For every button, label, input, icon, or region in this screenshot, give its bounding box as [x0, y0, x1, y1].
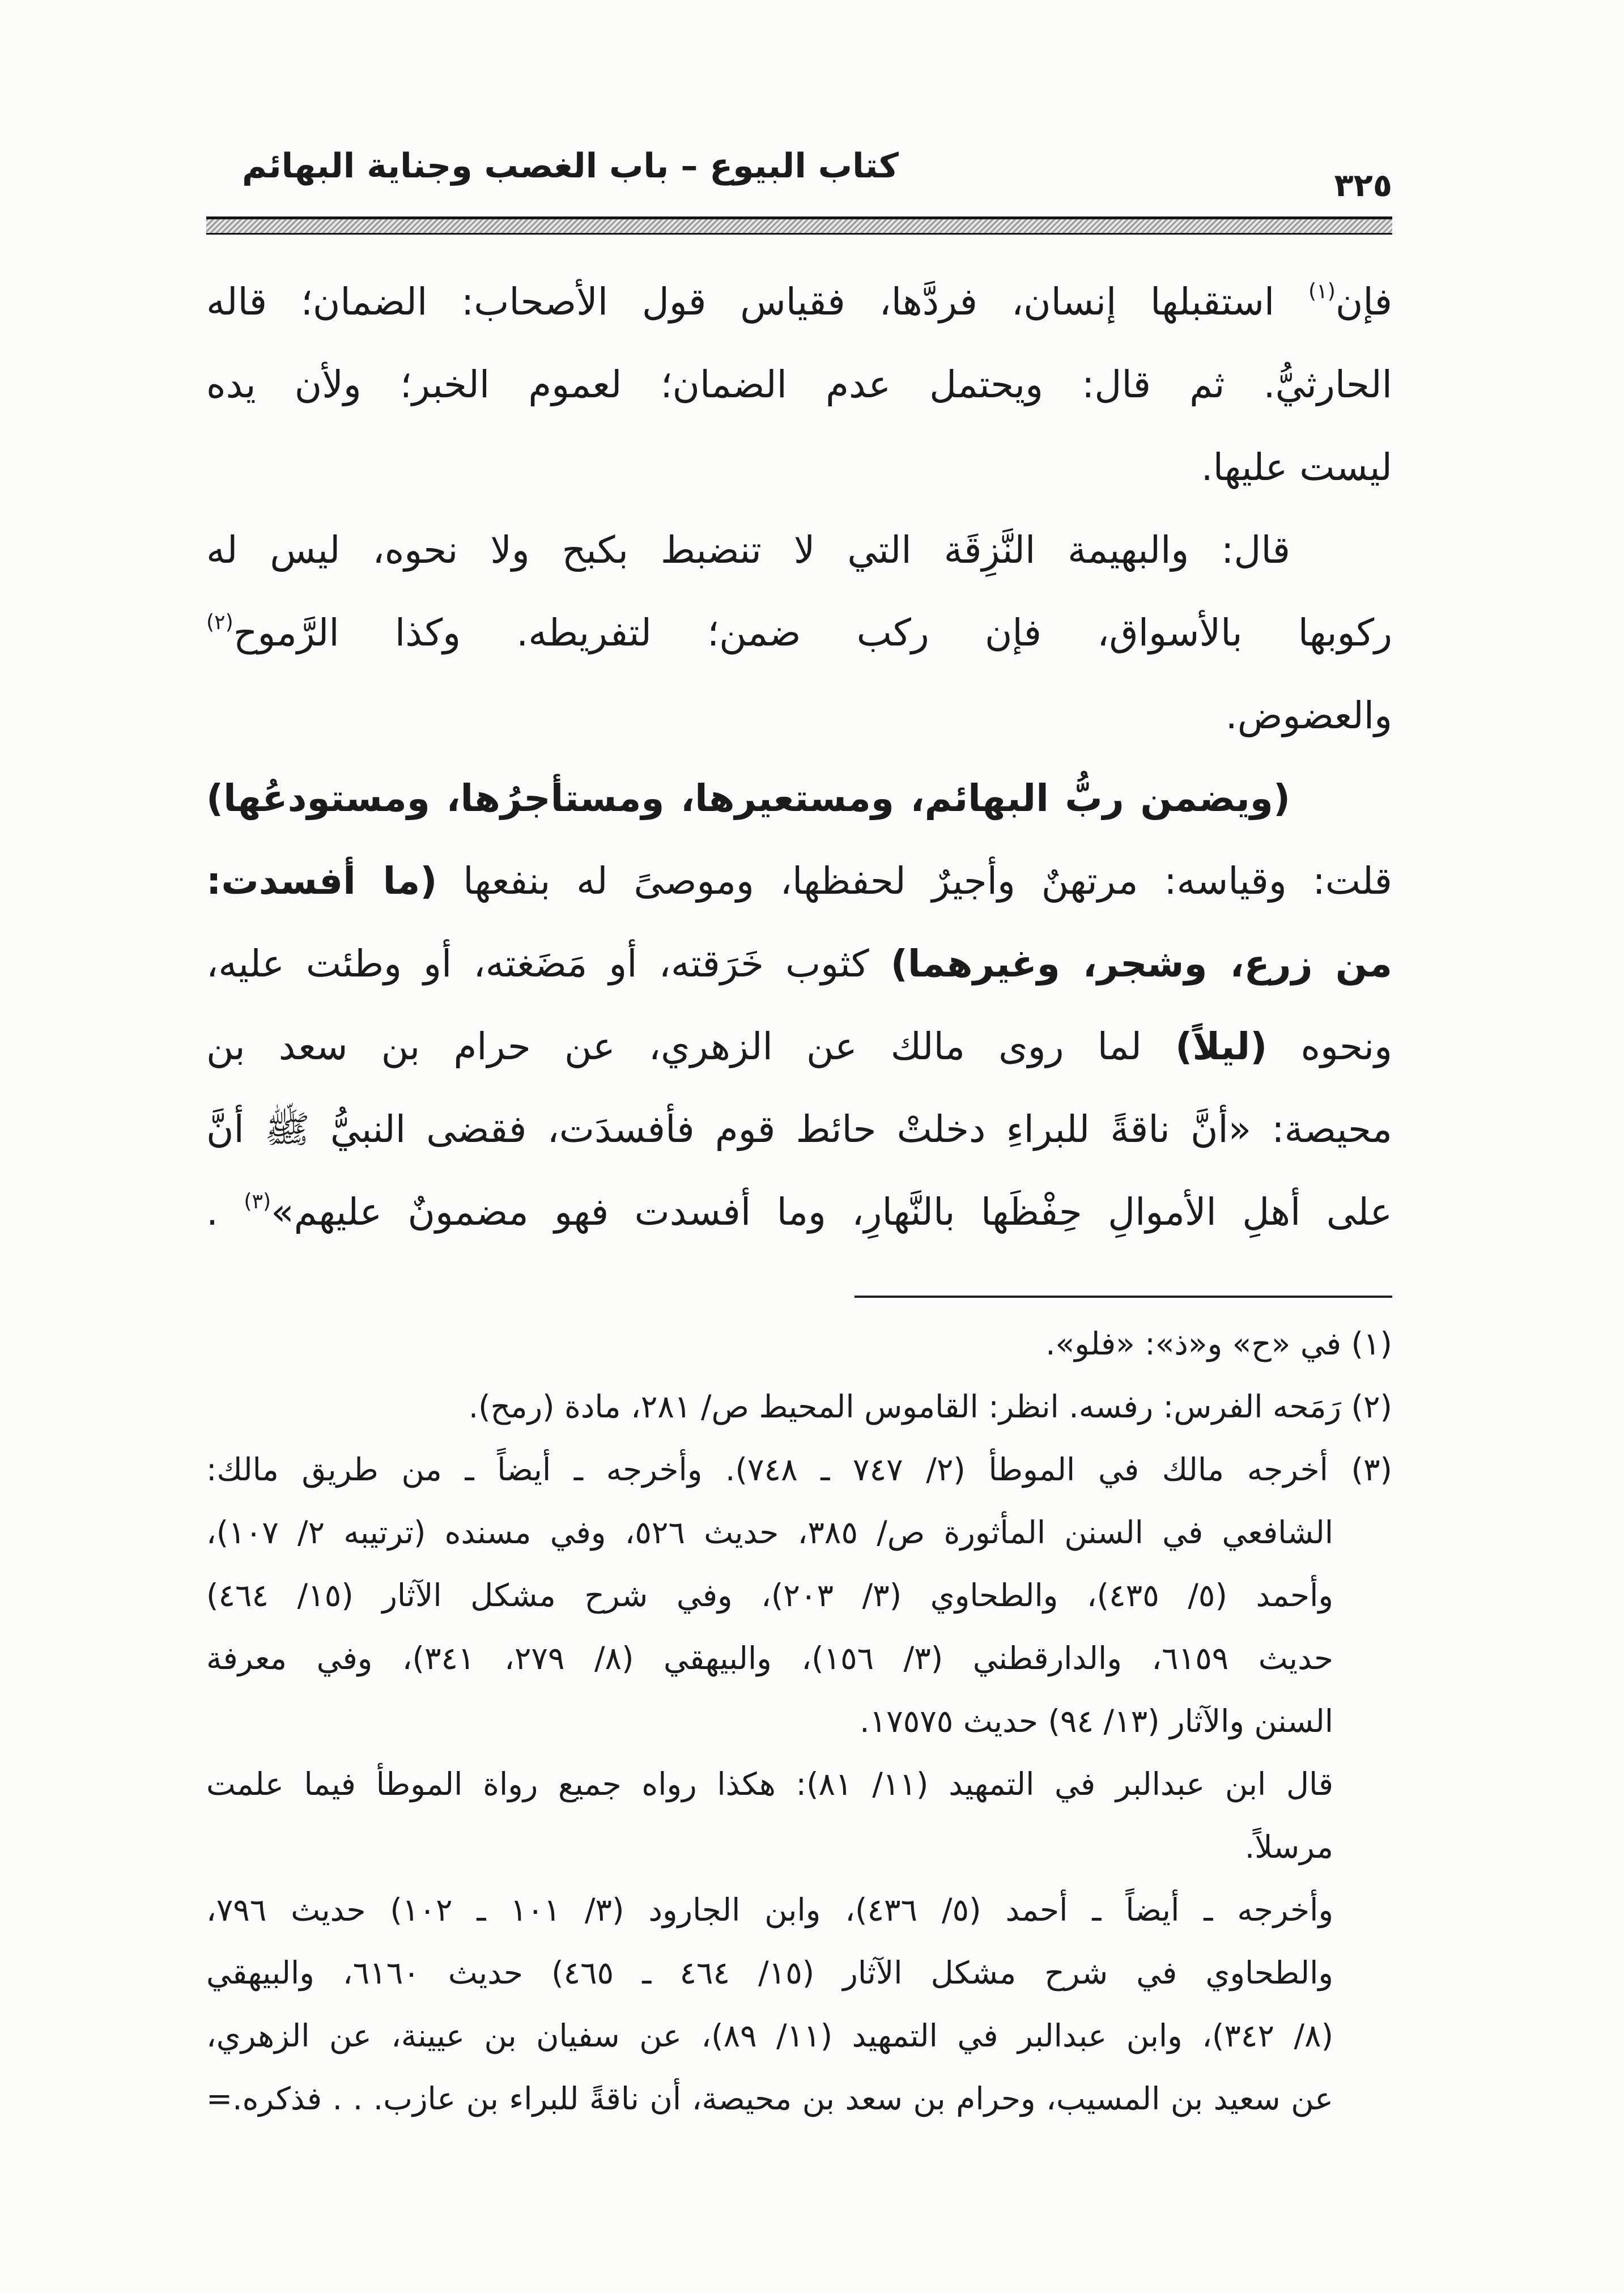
footnote-line: مرسلاً.	[1244, 1829, 1333, 1865]
footnote-line: وأخرجه ـ أيضاً ـ أحمد (٥/ ٤٣٦)، وابن الجارود (٣/ ١٠١ ـ ١٠٢) حديث ٧٩٦،	[206, 1892, 1333, 1928]
footnote-line: حديث ٦١٥٩، والدارقطني (٣/ ١٥٦)، والبيهقي (٨/ ٢٧٩، ٣٤١)، وفي معرفة	[206, 1640, 1333, 1676]
commentary-text: ونحوه	[1267, 1025, 1392, 1068]
footnote-line: الشافعي في السنن المأثورة ص/ ٣٨٥، حديث ٥٢٦، وفي مسنده (ترتيبه ٢/ ١٠٧)،	[206, 1514, 1334, 1551]
commentary-text: فإن	[1335, 280, 1392, 324]
footnote-line: قال ابن عبدالبر في التمهيد (١١/ ٨١): هكذا رواه جميع رواة الموطأ فيما علمت	[206, 1766, 1333, 1802]
commentary-text: محيصة: «أنَّ ناقةً للبراءِ دخلتْ حائط قوم فأفسدَت، فقضى النبيُّ ﷺ أنَّ	[206, 1107, 1392, 1151]
footnote-marker: (٢)	[206, 609, 233, 634]
commentary-text: والعضوض.	[1225, 694, 1392, 737]
commentary-text: .	[206, 1190, 244, 1234]
running-title: كتاب البيوع – باب الغصب وجناية البهائم	[242, 146, 899, 186]
commentary-text: لما روى مالك عن الزهري، عن حرام بن سعد بن	[206, 1025, 1176, 1068]
footnote-separator	[854, 1296, 1392, 1298]
main-text-line	[206, 509, 1392, 592]
header-rule	[206, 216, 1392, 235]
main-text-line	[206, 674, 1392, 757]
main-text-line	[206, 592, 1392, 674]
matn-text: (ما أفسدت:	[206, 859, 437, 903]
matn-text: من زرع، وشجر، وغيرهما)	[890, 942, 1392, 986]
footnote-line: السنن والآثار (١٣/ ٩٤) حديث ١٧٥٧٥.	[860, 1703, 1333, 1739]
main-text-line	[206, 923, 1392, 1005]
footnote-marker: (١)	[1308, 278, 1336, 303]
page-number: ٣٢٥	[1334, 167, 1392, 204]
main-text-line	[206, 1005, 1392, 1088]
footnote-line: (١) في «ح» و«ذ»: «فلو».	[1045, 1326, 1392, 1362]
footnote-line: (٢) رَمَحه الفرس: رفسه. انظر: القاموس المحيط ص/ ٢٨١، مادة (رمح).	[468, 1388, 1392, 1425]
commentary-text: قلت: وقياسه: مرتهنٌ وأجيرٌ لحفظها، وموصىً له بنفعها	[437, 859, 1392, 903]
commentary-text: على أهلِ الأموالِ حِفْظَها بالنَّهارِ، وما أفسدت فهو مضمونٌ عليهم»	[271, 1190, 1392, 1234]
main-text-line	[206, 840, 1392, 923]
main-text-line	[206, 343, 1392, 426]
commentary-text: كثوب خَرَقته، أو مَضَغته، أو وطئت عليه،	[206, 942, 891, 986]
main-text	[206, 261, 1392, 1254]
footnote-line: والطحاوي في شرح مشكل الآثار (١٥/ ٤٦٤ ـ ٤٦٥) حديث ٦١٦٠، والبيهقي	[206, 1955, 1333, 1991]
commentary-text: قال: والبهيمة النَّزِقَة التي لا تنضبط بكبح ولا نحوه، ليس له	[206, 528, 1290, 572]
footnote-line: (٨/ ٣٤٢)، وابن عبدالبر في التمهيد (١١/ ٨٩)، عن سفيان بن عيينة، عن الزهري،	[206, 2018, 1334, 2054]
matn-text: (ليلاً)	[1175, 1025, 1268, 1068]
footnote-marker: (٣)	[244, 1188, 271, 1213]
commentary-text: ليست عليها.	[1201, 445, 1392, 489]
main-text-line	[206, 1171, 1392, 1254]
footnote-line: (٣) أخرجه مالك في الموطأ (٢/ ٧٤٧ ـ ٧٤٨). وأخرجه ـ أيضاً ـ من طريق مالك:	[206, 1451, 1393, 1488]
main-text-line	[206, 1088, 1392, 1171]
commentary-text: استقبلها إنسان، فردَّها، فقياس قول الأصحاب: الضمان؛ قاله	[206, 280, 1309, 324]
commentary-text: الحارثيُّ. ثم قال: ويحتمل عدم الضمان؛ لعموم الخبر؛ ولأن يده	[206, 363, 1392, 406]
footnote-line: عن سعيد بن المسيب، وحرام بن سعد بن محيصة، أن ناقةً للبراء بن عازب. . . فذكره.=	[206, 2080, 1333, 2117]
main-text-line	[206, 426, 1392, 509]
commentary-text: ركوبها بالأسواق، فإن ركب ضمن؛ لتفريطه. وكذا الرَّموح	[233, 611, 1392, 655]
main-text-line	[206, 261, 1392, 343]
footnotes	[206, 1313, 1392, 2130]
matn-text: (ويضمن ربُّ البهائم، ومستعيرها، ومستأجرُها، ومستودعُها)	[206, 776, 1290, 820]
footnote-line: وأحمد (٥/ ٤٣٥)، والطحاوي (٣/ ٢٠٣)، وفي شرح مشكل الآثار (١٥/ ٤٦٤)	[206, 1577, 1333, 1613]
main-text-line	[206, 757, 1392, 840]
